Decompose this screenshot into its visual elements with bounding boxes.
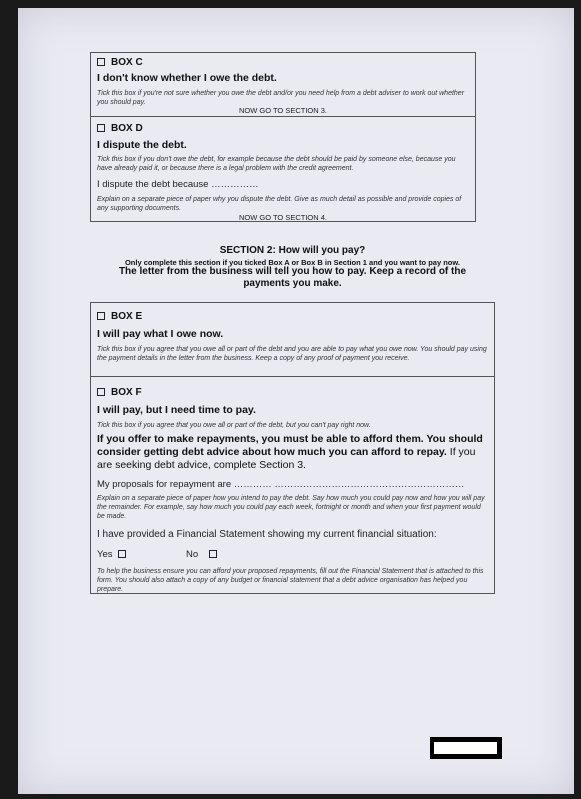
box-d-note: Tick this box if you don't owe the debt, for example because the debt should be paid by someone else, because you have already paid it, or because there is a legal problem with the credit agreement. [97, 156, 456, 172]
financial-statement-line: I have provided a Financial Statement showing my current financial situation: [97, 529, 437, 540]
box-d-title: BOX D [111, 123, 143, 134]
box-f-note3: To help the business ensure you can afford your proposed repayments, fill out the Financial Statement that is attached to this form. You should also attach a copy of any budget or financial statement that a debt advice organisation has helped you prepare. [97, 568, 484, 593]
box-e-title: BOX E [111, 311, 143, 322]
box-d-lead: I dispute the debt. [97, 139, 187, 151]
no-label: No [186, 549, 199, 560]
box-f-header [97, 387, 142, 398]
yes-label: Yes [97, 549, 113, 560]
redaction-box [430, 737, 502, 759]
box-c-goto: NOW GO TO SECTION 3. [238, 106, 328, 115]
box-e [90, 302, 495, 376]
box-d [90, 116, 476, 222]
yes-option[interactable] [97, 549, 132, 560]
box-f-note2: Explain on a separate piece of paper how you intend to pay the debt. Say how much you could pay now and how you will pay the remainder. For example, say how much you could pay each week, fortnight or month and when your first payment would be made. [97, 495, 485, 520]
dispute-reason-field[interactable]: I dispute the debt because …………… [97, 179, 259, 190]
yes-checkbox[interactable] [118, 550, 126, 558]
box-c-header [97, 57, 143, 68]
no-checkbox[interactable] [209, 550, 217, 558]
box-e-header [97, 311, 142, 322]
section2-title: SECTION 2: How will you pay? [219, 245, 366, 256]
box-e-note: Tick this box if you agree that you owe all or part of the debt and you are able to pay what you owe now. You should pay using the payment details in the letter from the business. Keep a copy of any proof of payment you receive. [97, 346, 487, 362]
box-c-lead: I don't know whether I owe the debt. [97, 72, 277, 84]
section2-sub: Only complete this section if you ticked Box A or Box B in Section 1 and you want to pay now. [124, 258, 461, 267]
section2-letter: The letter from the business will tell you how to pay. Keep a record of the payments you make. [118, 266, 467, 289]
box-c [90, 52, 476, 116]
box-d-header [97, 123, 143, 134]
box-d-checkbox[interactable] [97, 124, 105, 132]
box-f-title: BOX F [111, 387, 142, 398]
box-f-lead: I will pay, but I need time to pay. [97, 404, 256, 416]
box-c-note: Tick this box if you're not sure whether you owe the debt and/or you need help from a debt adviser to work out whether you should pay. [97, 90, 465, 106]
box-d-goto: NOW GO TO SECTION 4. [238, 213, 328, 222]
box-f-checkbox[interactable] [97, 388, 105, 396]
box-e-checkbox[interactable] [97, 312, 105, 320]
box-f-note: Tick this box if you agree that you owe all or part of the debt, but you can't pay right now. [97, 422, 371, 429]
box-f [90, 376, 495, 594]
box-c-checkbox[interactable] [97, 58, 105, 66]
box-f-advice-bold: If you offer to make repayments, you must be able to afford them. You should consider getting debt advice about how much you can afford to repay. [97, 433, 483, 458]
box-c-title: BOX C [111, 57, 143, 68]
box-d-note2: Explain on a separate piece of paper why you dispute the debt. Give as much detail as possible and provide copies of any supporting documents. [97, 196, 462, 212]
no-option[interactable] [186, 549, 223, 560]
redaction-inner [434, 742, 497, 754]
box-e-lead: I will pay what I owe now. [97, 328, 224, 340]
repayment-proposals-field[interactable]: My proposals for repayment are ………… …………………………………………………… [97, 479, 465, 490]
box-f-advice [97, 433, 488, 472]
box-f-advice-normal: If you are seeking debt advice, complete Section 3. [97, 446, 476, 471]
